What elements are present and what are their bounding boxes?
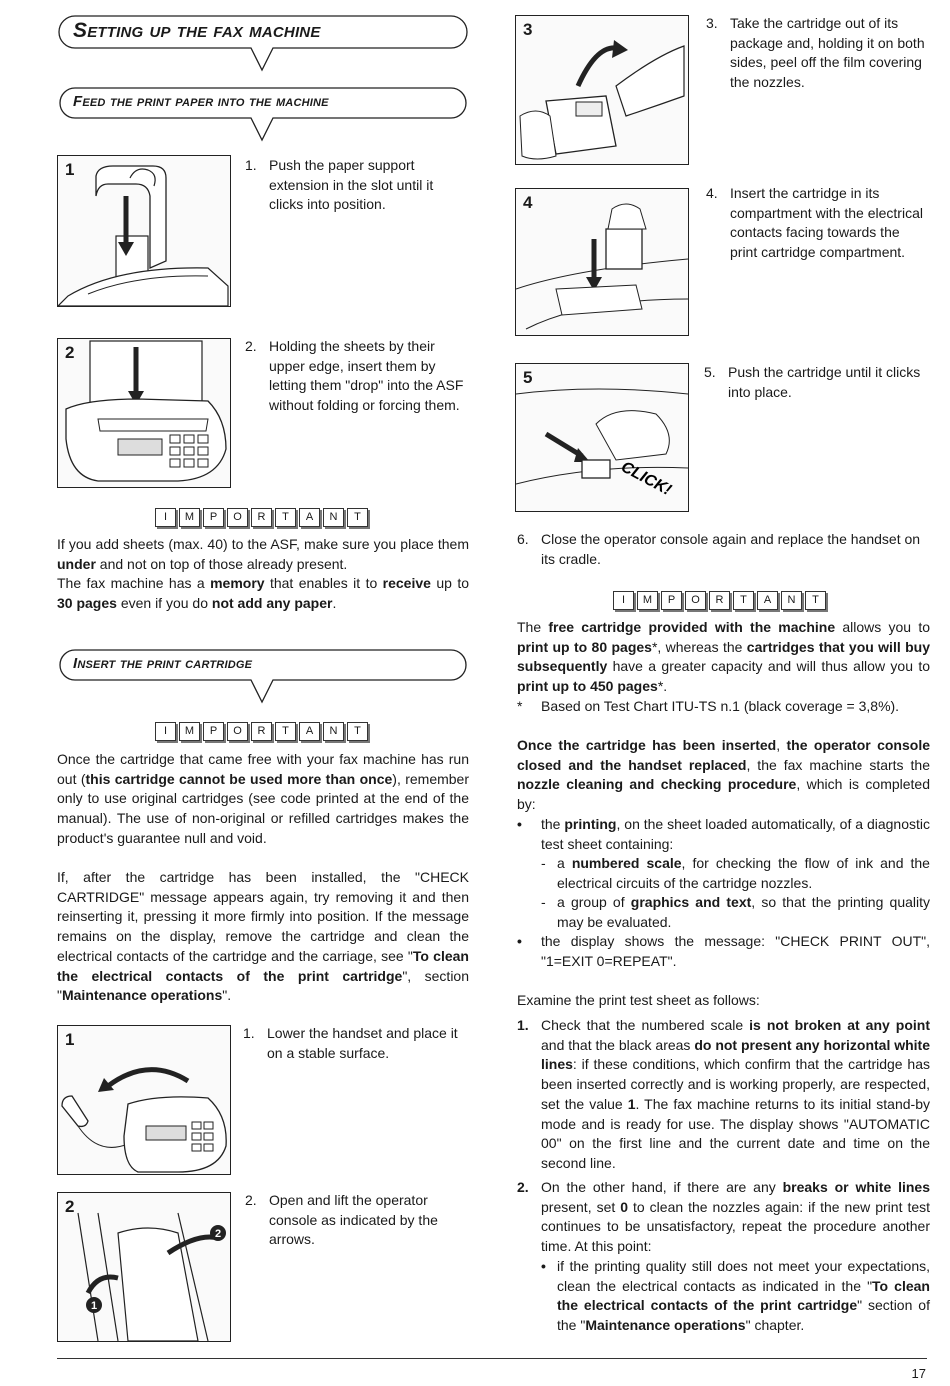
step-number: 6. bbox=[517, 531, 529, 547]
figure-insert-cartridge bbox=[515, 188, 689, 336]
important-letter: M bbox=[179, 722, 200, 741]
important-letter: O bbox=[685, 591, 706, 610]
important-letter: T bbox=[275, 722, 296, 741]
important-letter: R bbox=[251, 722, 272, 741]
figure-unpack-cartridge bbox=[515, 15, 689, 165]
important-letter: O bbox=[227, 722, 248, 741]
important-letter: N bbox=[323, 722, 344, 741]
svg-text:2: 2 bbox=[214, 1228, 222, 1240]
insert-important-text-1: Once the cartridge that came free with your fax machine has run out (this cartridge cannot be used more than once), remember only to use original cartridges (see code printed at the end of the manual). The use of non-original or refilled cartridges makes the product's guarantee null and void. bbox=[57, 751, 469, 846]
important-letter: N bbox=[323, 508, 344, 527]
important-label bbox=[155, 722, 368, 741]
important-letter: A bbox=[757, 591, 778, 610]
main-heading-banner bbox=[57, 14, 469, 76]
insert-sheets-illustration bbox=[58, 339, 230, 487]
figure-number: 1 bbox=[65, 160, 75, 179]
important-letter: T bbox=[805, 591, 826, 610]
important-letter: O bbox=[227, 508, 248, 527]
insert-cartridge-illustration bbox=[516, 189, 688, 335]
important-letter: T bbox=[733, 591, 754, 610]
insert-heading-banner bbox=[57, 648, 469, 704]
important-letter: P bbox=[203, 508, 224, 527]
figure-number: 3 bbox=[523, 20, 533, 39]
cartridge-capacity-text: The free cartridge provided with the machine allows you to print up to 80 pages*, whereas the cartridges that you will buy subsequently have a greater capacity and will thus allow you to print up to 450 pages*. bbox=[517, 619, 930, 695]
figure-number: 2 bbox=[65, 343, 75, 362]
page-title: Setting up the fax machine bbox=[73, 19, 321, 42]
paper-support-illustration bbox=[58, 156, 230, 306]
important-letter: T bbox=[347, 508, 368, 527]
figure-number: 4 bbox=[523, 193, 533, 212]
important-letter: P bbox=[203, 722, 224, 741]
step-number: 3. bbox=[706, 15, 718, 31]
lower-handset-illustration bbox=[58, 1026, 230, 1174]
page-number: 17 bbox=[911, 1366, 926, 1381]
footer-rule bbox=[57, 1358, 927, 1359]
step-text: Lower the handset and place it on a stable surface. bbox=[267, 1025, 458, 1061]
step-text: Open and lift the operator console as indicated by the arrows. bbox=[269, 1192, 438, 1248]
unpack-cartridge-illustration bbox=[516, 16, 688, 164]
figure-number: 1 bbox=[65, 1030, 75, 1049]
figure-paper-support bbox=[57, 155, 231, 307]
svg-text:1: 1 bbox=[90, 1300, 98, 1312]
step-number: 2. bbox=[245, 338, 257, 354]
important-letter: I bbox=[155, 508, 176, 527]
click-label: CLICK! bbox=[618, 458, 674, 499]
step-number: 5. bbox=[704, 364, 716, 380]
step-number: 1. bbox=[243, 1025, 255, 1041]
step-text: Push the cartridge until it clicks into place. bbox=[728, 364, 921, 400]
step-number: 2. bbox=[245, 1192, 257, 1208]
important-letter: R bbox=[251, 508, 272, 527]
important-letter: P bbox=[661, 591, 682, 610]
figure-open-console bbox=[57, 1192, 231, 1342]
figure-lower-handset bbox=[57, 1025, 231, 1175]
feed-heading-banner bbox=[57, 86, 469, 142]
step-text: Close the operator console again and replace the handset on its cradle. bbox=[541, 531, 921, 567]
important-letter: A bbox=[299, 722, 320, 741]
figure-number: 5 bbox=[523, 368, 533, 387]
figure-number: 2 bbox=[65, 1197, 75, 1216]
push-cartridge-illustration bbox=[516, 364, 688, 511]
important-letter: I bbox=[155, 722, 176, 741]
important-letter: I bbox=[613, 591, 634, 610]
feed-important-text-1: If you add sheets (max. 40) to the ASF, make sure you place them under and not on top of those already present. bbox=[57, 536, 469, 572]
insert-important-text-2: If, after the cartridge has been installed, the "CHECK CARTRIDGE" message appears again, try removing it and then reinserting it, pressing it more firmly into position. If the message remains on the display, remove the cartridge and clean the electrical contacts of the cartridge and the carriage, see "To clean the electrical contacts of the print cartridge", section "Maintenance operations". bbox=[57, 869, 469, 1004]
figure-push-cartridge bbox=[515, 363, 689, 512]
step-number: 1. bbox=[245, 157, 257, 173]
important-label bbox=[613, 591, 826, 610]
step-text: Take the cartridge out of its package and, holding it on both sides, peel off the film covering the nozzles. bbox=[730, 15, 925, 91]
important-letter: R bbox=[709, 591, 730, 610]
important-letter: M bbox=[637, 591, 658, 610]
important-letter: N bbox=[781, 591, 802, 610]
step-text: Holding the sheets by their upper edge, insert them by letting them "drop" into the ASF without folding or forcing them. bbox=[269, 338, 464, 414]
section-heading-feed: Feed the print paper into the machine bbox=[73, 93, 329, 110]
section-heading-insert: Insert the print cartridge bbox=[73, 655, 253, 672]
important-letter: A bbox=[299, 508, 320, 527]
important-letter: M bbox=[179, 508, 200, 527]
examine-intro: Examine the print test sheet as follows: bbox=[517, 992, 760, 1008]
procedure-intro: Once the cartridge has been inserted, the operator console closed and the handset replaced, the fax machine starts the nozzle cleaning and checking procedure, which is completed by: bbox=[517, 737, 930, 813]
open-console-illustration bbox=[58, 1193, 230, 1341]
important-label bbox=[155, 508, 368, 527]
feed-important-text-2: The fax machine has a memory that enables it to receive up to 30 pages even if you do not add any paper. bbox=[57, 575, 469, 611]
step-text: Push the paper support extension in the slot until it clicks into position. bbox=[269, 157, 434, 213]
important-letter: T bbox=[347, 722, 368, 741]
step-text: Insert the cartridge in its compartment with the electrical contacts facing towards the print cartridge compartment. bbox=[730, 185, 923, 261]
important-letter: T bbox=[275, 508, 296, 527]
step-number: 4. bbox=[706, 185, 718, 201]
figure-insert-sheets bbox=[57, 338, 231, 488]
